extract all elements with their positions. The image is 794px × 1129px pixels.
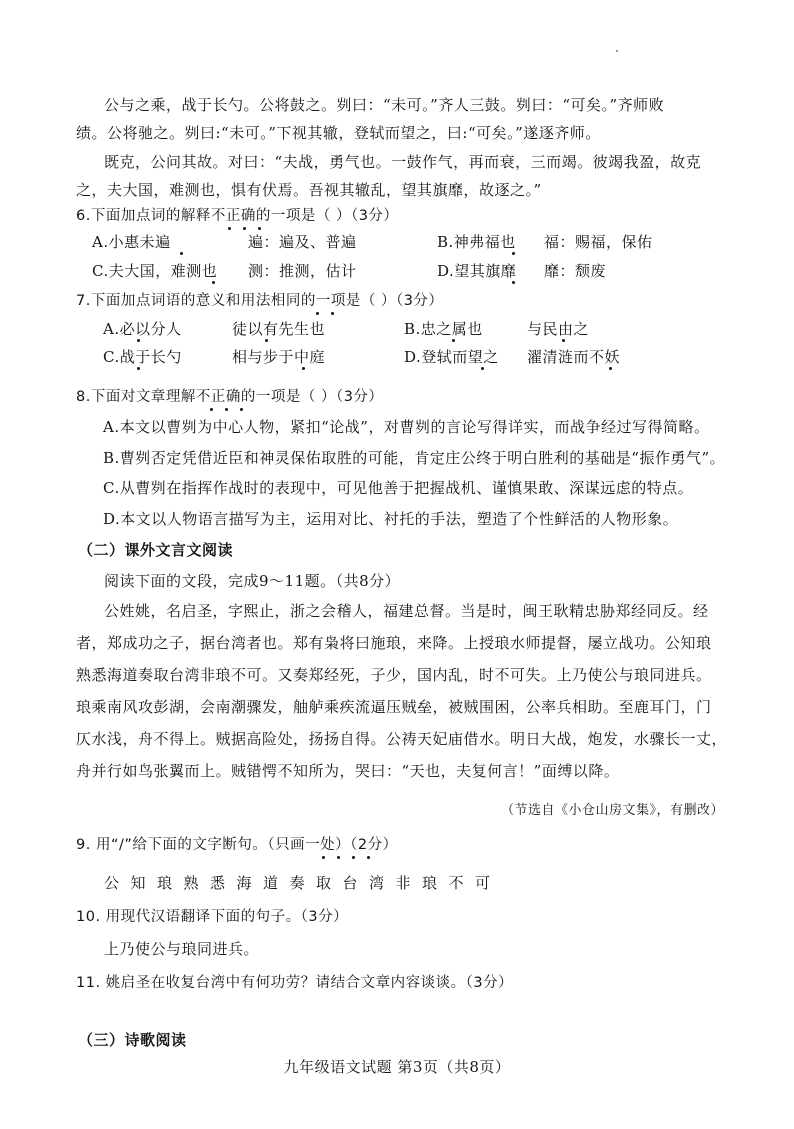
q8-option-a: A.本文以曹刿为中心人物，紧扣“论战”，对曹刿的言论写得详实，而战争经过写得简略。 <box>103 418 710 436</box>
q6-option-a: A.小惠未遍 <box>92 233 171 251</box>
emphasis-dot <box>265 339 268 342</box>
q7-option-d-compare: 濯清涟而不妖 <box>527 348 621 366</box>
q7-option-a-compare: 徒以有先生也 <box>232 320 326 338</box>
emphasis-dot <box>316 312 319 315</box>
emphasis-dot <box>240 408 243 411</box>
emphasis-dot <box>302 367 305 370</box>
text-line-4: 琅乘南风攻彭湖，会南潮骤发，舳舻乘疾流逼压贼垒，被贼围困，公率兵相助。至鹿耳门，门 <box>76 698 712 716</box>
scan-speck <box>616 50 618 52</box>
q8-stem: 8.下面对文章理解不正确的一项是（ ）（3分） <box>76 389 384 405</box>
emphasis-dot <box>512 252 515 255</box>
text-line-5: 仄水浅，舟不得上。贼据高险处，扬扬自得。公祷天妃庙借水。明日大战，炮发，水骤长一丈， <box>76 730 728 748</box>
emphasis-dot <box>609 367 612 370</box>
emphasis-dot <box>243 227 246 230</box>
emphasis-dot <box>258 227 261 230</box>
q7-option-c: C.战于长勺 <box>103 348 182 366</box>
q8-option-b: B.曹刿否定凭借近臣和神灵保佑取胜的可能，肯定庄公终于明白胜利的基础是“振作勇气”。 <box>103 449 726 467</box>
emphasis-dot <box>225 408 228 411</box>
q7-option-b-compare: 与民由之 <box>527 320 590 338</box>
q9-stem: 9. 用“/”给下面的文字断句。（只画一处）（2分） <box>76 837 398 853</box>
passage-p2-line1: 既克，公问其故。对曰：“夫战，勇气也。一鼓作气，再而衰，三而竭。彼竭我盈，故克 <box>104 153 702 171</box>
emphasis-dot <box>352 856 355 859</box>
emphasis-dot <box>137 339 140 342</box>
q10-stem: 10. 用现代汉语翻译下面的句子。（3分） <box>76 909 349 925</box>
emphasis-dot <box>367 856 370 859</box>
q7-option-c-compare: 相与步于中庭 <box>232 348 326 366</box>
emphasis-dot <box>481 367 484 370</box>
q7-option-d: D.登轼而望之 <box>404 348 499 366</box>
source-note: （节选自《小仓山房文集》，有删改） <box>500 803 724 818</box>
q6-option-c: C.夫大国，难测也 <box>92 262 218 280</box>
text-line-6: 舟并行如鸟张翼而上。贼错愕不知所为，哭曰：“天也，夫复何言！”面缚以降。 <box>76 762 620 780</box>
passage-p1-line2: 绩。公将驰之。刿曰:“未可。”下视其辙，登轼而望之，曰:“可矣。”遂逐齐师。 <box>76 124 601 142</box>
emphasis-dot <box>180 252 183 255</box>
q6-option-c-explanation: 测：推测，估计 <box>248 262 357 280</box>
emphasis-dot <box>322 856 325 859</box>
q8-option-c: C.从曹刿在指挥作战时的表现中，可见他善于把握战机、谨慎果敢、深谋远虑的特点。 <box>103 479 694 497</box>
section-2-title: （二）课外文言文阅读 <box>78 541 234 559</box>
emphasis-dot <box>212 281 215 284</box>
q6-option-a-explanation: 遍：遍及、普遍 <box>248 233 357 251</box>
emphasis-dot <box>512 281 515 284</box>
q6-option-d: D.望其旗靡 <box>437 262 517 280</box>
emphasis-dot <box>452 339 455 342</box>
q6-stem: 6.下面加点词的解释不正确的一项是（ ）（3分） <box>76 208 399 224</box>
page-footer: 九年级语文试题 第3页（共8页） <box>283 1058 511 1076</box>
q6-option-b: B.神弗福也 <box>437 233 516 251</box>
emphasis-dot <box>331 312 334 315</box>
q9-text: 公知琅熟悉海道奏取台湾非琅不可 <box>104 874 502 892</box>
q6-option-d-explanation: 靡：颓废 <box>544 262 607 280</box>
q6-option-b-explanation: 福：赐福，保佑 <box>544 233 653 251</box>
text-line-1: 公姓姚，名启圣，字熙止，浙之会稽人，福建总督。当是时，闽王耿精忠胁郑经同反。经 <box>104 602 709 620</box>
passage-p2-line2: 之，夫大国，难测也，惧有伏焉。吾视其辙乱，望其旗靡，故逐之。” <box>76 181 542 199</box>
q7-stem: 7.下面加点词语的意义和用法相同的一项是（ ）（3分） <box>76 293 444 309</box>
section-3-title: （三）诗歌阅读 <box>78 1031 187 1049</box>
section-2-intro: 阅读下面的文段，完成9～11题。（共8分） <box>104 572 401 590</box>
text-line-3: 熟悉海道奏取台湾非琅不可。又奏郑经死，子少，国内乱，时不可失。上乃使公与琅同进兵。 <box>76 666 712 684</box>
q7-option-b: B.忠之属也 <box>404 320 483 338</box>
q8-option-d: D.本文以人物语言描写为主，运用对比、衬托的手法，塑造了个性鲜活的人物形象。 <box>103 510 679 528</box>
q7-option-a: A.必以分人 <box>103 320 182 338</box>
passage-p1-line1: 公与之乘，战于长勺。公将鼓之。刿曰：“未可。”齐人三鼓。刿曰：“可矣。”齐师败 <box>104 96 665 114</box>
text-line-2: 者，郑成功之子，据台湾者也。郑有枭将曰施琅，来降。上授琅水师提督，屡立战功。公知琅 <box>76 634 712 652</box>
emphasis-dot <box>210 408 213 411</box>
emphasis-dot <box>562 339 565 342</box>
q10-sentence: 上乃使公与琅同进兵。 <box>104 940 260 958</box>
emphasis-dot <box>137 367 140 370</box>
emphasis-dot <box>337 856 340 859</box>
q11-stem: 11. 姚启圣在收复台湾中有何功劳？请结合文章内容谈谈。（3分） <box>76 975 514 991</box>
emphasis-dot <box>228 227 231 230</box>
